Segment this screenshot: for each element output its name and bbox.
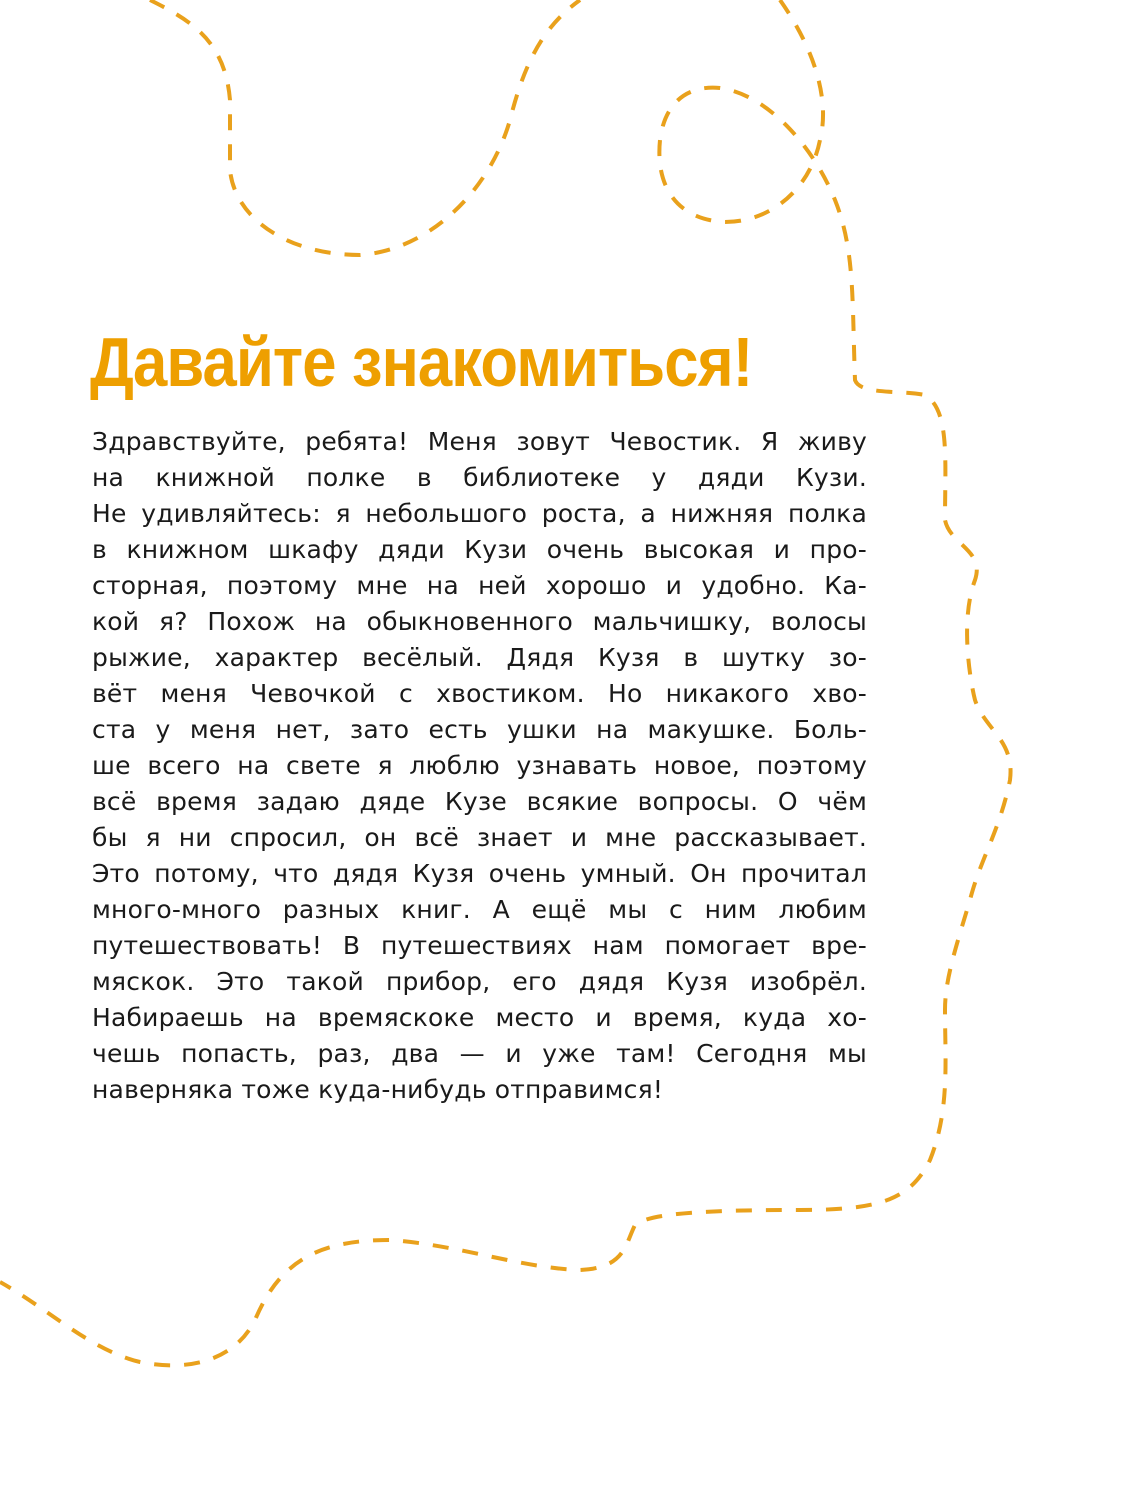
body-line: путешествовать! В путешествиях нам помогает вре- — [92, 931, 867, 960]
body-line: мяскок. Это такой прибор, его дядя Кузя изобрёл. — [92, 967, 867, 996]
body-line: сторная, поэтому мне на ней хорошо и удобно. Ка- — [92, 571, 867, 600]
dashed-curve-top-left — [150, 0, 580, 255]
body-line: Не удивляйтесь: я небольшого роста, а нижняя полка — [92, 499, 867, 528]
page-title: Давайте знакомиться! — [90, 323, 753, 401]
body-line: Здравствуйте, ребята! Меня зовут Чевостик. Я живу — [92, 427, 867, 456]
body-line: ше всего на свете я люблю узнавать новое, поэтому — [92, 751, 867, 780]
body-line: много-много разных книг. А ещё мы с ним любим — [92, 895, 867, 924]
body-line: в книжном шкафу дяди Кузи очень высокая и про- — [92, 535, 867, 564]
body-line: вёт меня Чевочкой с хвостиком. Но никакого хво- — [92, 679, 867, 708]
body-line: рыжие, характер весёлый. Дядя Кузя в шутку зо- — [92, 643, 867, 672]
body-line: Набираешь на времяскоке место и время, куда хо- — [92, 1003, 867, 1032]
body-line: Это потому, что дядя Кузя очень умный. Он прочитал — [92, 859, 867, 888]
body-line: на книжной полке в библиотеке у дяди Кузи. — [92, 463, 867, 492]
body-line: бы я ни спросил, он всё знает и мне рассказывает. — [92, 823, 867, 852]
body-line: наверняка тоже куда-нибудь отправимся! — [92, 1075, 664, 1104]
body-text — [92, 424, 867, 1108]
body-line: всё время задаю дяде Кузе всякие вопросы. О чём — [92, 787, 867, 816]
body-line: кой я? Похож на обыкновенного мальчишку, волосы — [92, 607, 867, 636]
body-line: ста у меня нет, зато есть ушки на макушке. Боль- — [92, 715, 867, 744]
body-line: чешь попасть, раз, два — и уже там! Сегодня мы — [92, 1039, 867, 1068]
